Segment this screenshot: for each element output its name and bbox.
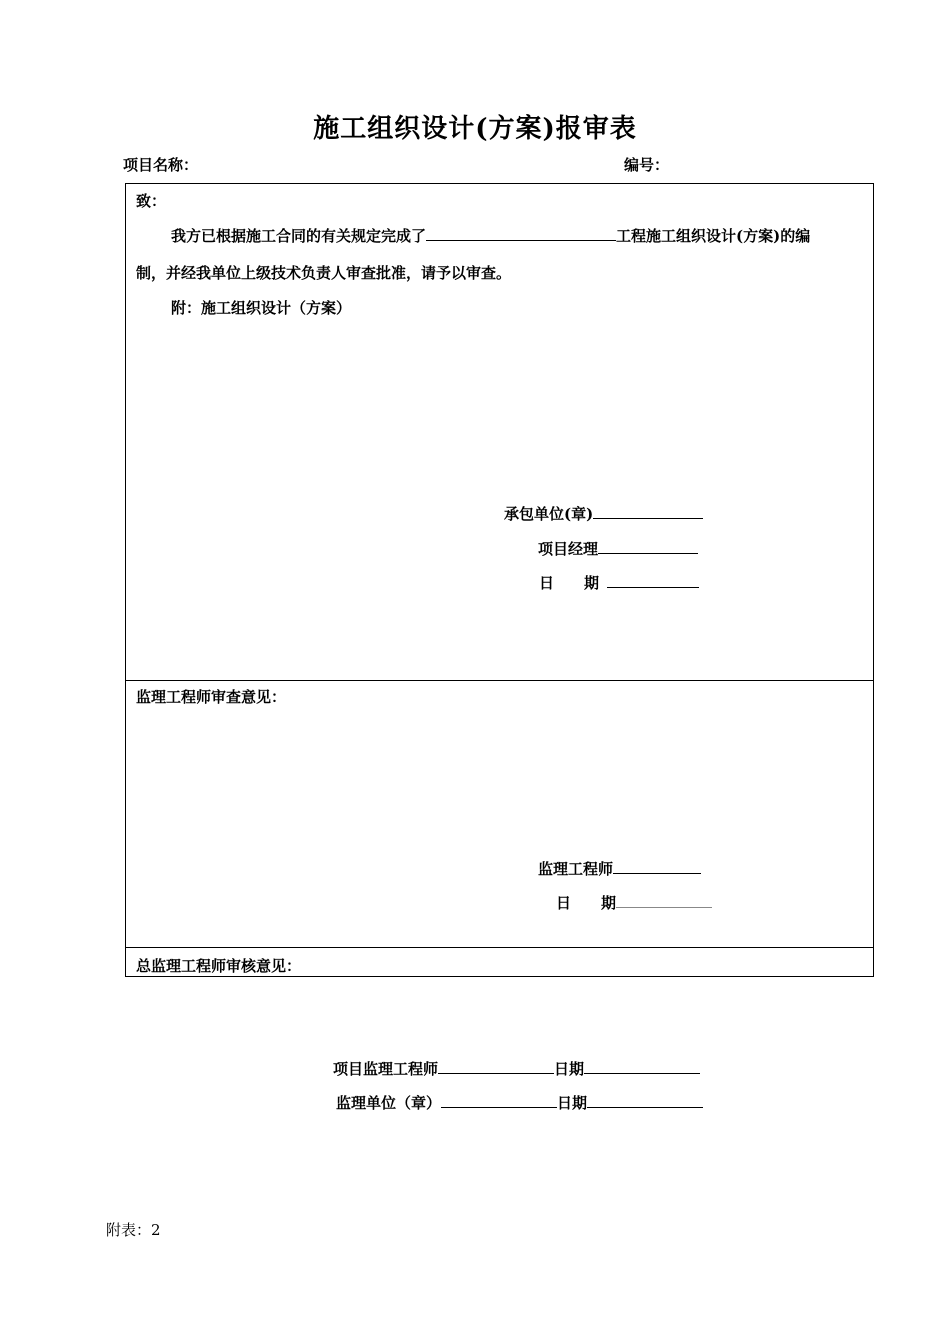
engineer-review-heading: 监理工程师审查意见： bbox=[136, 688, 287, 706]
unit-label: 监理单位（章） bbox=[336, 1094, 442, 1112]
unit-blank[interactable] bbox=[441, 1093, 557, 1108]
contractor-sign-line bbox=[504, 503, 703, 524]
statement-text-post: 工程施工组织设计(方案)的编 bbox=[616, 227, 811, 245]
project-name-label: 项目名称： bbox=[123, 156, 199, 174]
date-blank-1[interactable] bbox=[607, 573, 699, 588]
report-form bbox=[125, 183, 874, 1112]
submission-section bbox=[126, 184, 873, 681]
manager-label: 项目经理 bbox=[538, 540, 599, 558]
statement-line-2: 制，并经我单位上级技术负责人审查批准，请予以审查。 bbox=[136, 264, 512, 282]
page-title: 施工组织设计(方案)报审表 bbox=[313, 114, 637, 144]
engineer-blank[interactable] bbox=[613, 859, 701, 874]
chief-review-heading: 总监理工程师审核意见： bbox=[136, 957, 302, 975]
date-label-2: 日 期 bbox=[556, 894, 617, 912]
to-label: 致： bbox=[136, 192, 167, 210]
statement-line-1 bbox=[171, 225, 810, 246]
attachment-label: 附：施工组织设计（方案） bbox=[171, 299, 352, 317]
date-sign-line-1 bbox=[539, 572, 699, 593]
date-label-3: 日期 bbox=[554, 1060, 585, 1078]
engineer-label: 监理工程师 bbox=[538, 860, 614, 878]
engineer-sign-line bbox=[538, 858, 701, 879]
date-blank-4[interactable] bbox=[587, 1093, 703, 1108]
statement-text-pre: 我方已根据施工合同的有关规定完成了 bbox=[171, 227, 427, 245]
date-sign-line-2 bbox=[556, 892, 712, 913]
date-label: 日 期 bbox=[539, 574, 600, 592]
date-label-4: 日期 bbox=[557, 1094, 588, 1112]
project-engineer-sign-line bbox=[333, 1058, 700, 1079]
project-name-blank[interactable] bbox=[426, 226, 616, 241]
project-engineer-label: 项目监理工程师 bbox=[333, 1060, 439, 1078]
engineer-review-section bbox=[126, 681, 873, 948]
unit-sign-line bbox=[336, 1092, 703, 1113]
contractor-blank[interactable] bbox=[593, 504, 703, 519]
date-blank-2[interactable] bbox=[616, 893, 712, 908]
contractor-label: 承包单位(章) bbox=[504, 505, 594, 523]
number-label: 编号： bbox=[624, 156, 670, 174]
appendix-label: 附表：2 bbox=[106, 1221, 161, 1239]
chief-review-section bbox=[126, 948, 873, 1240]
manager-blank[interactable] bbox=[598, 539, 698, 554]
manager-sign-line bbox=[538, 538, 698, 559]
date-blank-3[interactable] bbox=[584, 1059, 700, 1074]
project-engineer-blank[interactable] bbox=[438, 1059, 554, 1074]
